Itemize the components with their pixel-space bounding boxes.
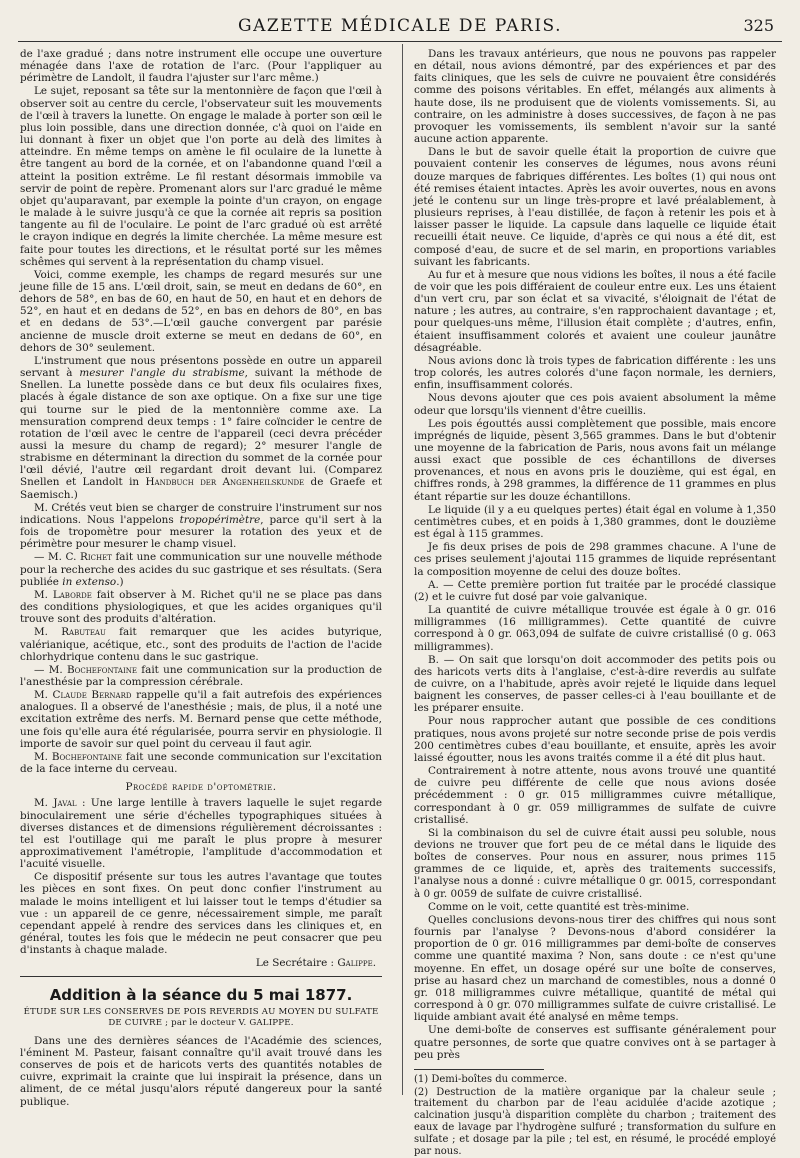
paragraph: Dans une des dernières séances de l'Académie des sciences, l'éminent M. Pasteur, faisant connaître qu'il avait trouvé dans les conserves de pois et de haricots verts des quantités notables de cuivre, exprimait la crainte que lui inspirait la présence, dans un aliment, de ce métal jusqu'alors réputé dangereux pour la santé publique. [20, 1034, 382, 1108]
article-title: ÉTUDE SUR LES CONSERVES DE POIS REVERDIS AU MOYEN DU SULFATE DE CUIVRE ; par le docteur V. GALIPPE. [23, 1006, 379, 1028]
left-column [20, 48, 382, 1109]
text-run: fait remarquer que les acides butyrique, valérianique, acétique, etc., sont des produits de l'action de l'acide chlorhydrique contenu dans le suc gastrique. [20, 626, 382, 663]
paragraph [20, 589, 382, 625]
journal-title: GAZETTE MÉDICALE DE PARIS. [238, 16, 562, 36]
paragraph: Contrairement à notre attente, nous avons trouvé une quantité de cuivre peu différente de celle que nous avions dosée précédemment : 0 gr. 015 milligrammes cuivre métallique, correspondant à 0 gr. 059 milligrammes de sulfate de cuivre cristallisé. [414, 765, 776, 826]
speaker-name: Rabuteau [61, 626, 106, 639]
emphasis: mesurer l'angle du strabisme [79, 367, 245, 380]
text-run: M. [34, 626, 62, 639]
paragraph: Dans le but de savoir quelle était la proportion de cuivre que pouvaient contenir les conserves de légumes, nous avons réuni douze marques de fabriques différentes. Les boîtes (1) qui nous ont été remises étaient intactes. Après les avoir ouvertes, nous en avons jeté le contenu sur un linge très-propre et lavé préalablement, à plusieurs reprises, à l'eau distillée, de façon à retenir les pois et à laisser passer le liquide. La capsule dans laquelle ce liquide était recueilli était neuve. Ce liquide, d'après ce qui nous a été dit, est composé d'eau, de sucre et de sel marin, en proportions variables suivant les fabricants. [414, 146, 776, 268]
paragraph [20, 502, 382, 551]
text-run: fait observer à M. Richet qu'il ne se place pas dans des conditions physiologiques, et que les acides organiques qu'il trouve sont des produits d'altération. [20, 588, 382, 626]
text-run: — M. [34, 663, 67, 676]
paragraph: Quelles conclusions devons-nous tirer des chiffres qui nous sont fournis par l'analyse ? Devons-nous d'abord considérer la proportion de 0 gr. 016 milligrammes par demi-boîte de conserves comme une quantité maxima ? Non, sans doute : ce n'est qu'une moyenne. En effet, un dosage opéré sur une boîte de conserves, prise au hasard chez un marchand de comestibles, nous a donné 0 gr. 018 milligrammes cuivre métallique, quantité de métal qui correspond à 0 gr. 070 milligrammes sulfate de cuivre cristallisé. Le liquide ambiant avait été analysé en même temps. [414, 913, 776, 1024]
paragraph: Si la combinaison du sel de cuivre était aussi peu soluble, nous devions ne trouver que fort peu de ce métal dans le liquide des boîtes de conserves. Pour nous en assurer, nous primes 115 grammes de ce liquide, et, après des traitements successifs, l'analyse nous a donné : cuivre métallique 0 gr. 0015, correspondant à 0 gr. 0059 de sulfate de cuivre cristallisé. [414, 826, 776, 900]
paragraph [20, 626, 382, 662]
speaker-name: Javal [53, 797, 77, 810]
text-run: L'instrument que nous présentons possède en outre un appareil servant à [20, 354, 382, 380]
text-run: M. [34, 689, 53, 702]
speaker-name: Bochefontaine [51, 750, 122, 763]
paragraph: Le sujet, reposant sa tête sur la mentonnière de façon que l'œil à observer soit au centre du cercle, l'observateur suit les mouvements de l'œil à travers la lunette. On engage le malade à porter son œil le plus loin possible, dans une direction donnée, c'à quoi on l'aide en lui donnant à fixer un objet que l'on porte au delà des limites à atteindre. En même temps on amène le fil oculaire de la lunette à être tangent au bord de la cornée, et on l'abandonne quand l'œil a atteint la position extrême. Le fil restant désormais immobile va servir de point de repère. Promenant alors sur l'arc gradué le même objet qu'auparavant, par exemple la pointe d'un crayon, on engage le malade à le suivre jusqu'à ce que la cornée ait repris sa position tangente au fil de l'oculaire. Le point de l'arc gradué où est arrêté le crayon indique en degrés la limite cherchée. La même mesure est faite pour toutes les directions, et le résultat porté sur les mêmes schêmes qui servent à la représentation du champ visuel. [20, 85, 382, 268]
signature-name: Galippe [337, 957, 373, 970]
right-column [414, 48, 776, 1158]
paragraph: Dans les travaux antérieurs, que nous ne pouvons pas rappeler en détail, nous avions démontré, par des expériences et par des faits cliniques, que les sels de cuivre ne pouvaient être considérés comme des poisons véritables. En effet, mélangés aux aliments à haute dose, ils ne produisent que de violents vomissements. Si, au contraire, on les administre à doses successives, de façon à ne pas provoquer les vomissements, ils semblent n'avoir sur la santé aucune action apparente. [414, 48, 776, 146]
page-number: 325 [743, 16, 774, 35]
emphasis: in extenso [62, 575, 117, 588]
page-header [20, 14, 780, 40]
section-rule [20, 976, 382, 977]
paragraph: Ce dispositif présente sur tous les autres l'avantage que toutes les pièces en sont fixes. On peut donc confier l'instrument au malade le moins intelligent et lui laisser tout le temps d'étudier sa vue : un appareil de ce genre, nécessairement simple, me paraît cependant appelé à rendre des services dans les cliniques et, en général, toutes les fois que le médecin ne peut consacrer que peu d'instants à chaque malade. [20, 871, 382, 957]
paragraph: B. — On sait que lorsqu'on doit accommoder des petits pois ou des haricots verts dits à l'anglaise, c'est-à-dire reverdis au sulfate de cuivre, on a l'habitude, après avoir rejeté le liquide dans lequel baignent les conserves, de passer celles-ci à l'eau bouillante et de les préparer ensuite. [414, 653, 776, 715]
paragraph [20, 551, 382, 587]
text-run: fait une communication sur une nouvelle méthode pour la recherche des acides du suc gastrique et ses résultats. (Sera publiée [20, 551, 383, 588]
paragraph [20, 797, 382, 870]
text-run: M. [34, 750, 52, 763]
paragraph: Je fis deux prises de pois de 298 grammes chacune. A l'une de ces prises seulement j'ajoutai 115 grammes de liquide représentant la composition moyenne de celui des douze boîtes. [414, 541, 776, 578]
speaker-name: Richet [80, 551, 112, 564]
text-run: M. Crétés veut bien se charger de construire l'instrument sur nos indications. Nous l'appelons [20, 501, 382, 526]
paragraph: Nous devons ajouter que ces pois avaient absolument la même odeur que lorsqu'ils viennent d'être cueillis. [414, 392, 776, 417]
text-run: de Graefe et Saemisch.) [20, 476, 383, 501]
paragraph [20, 689, 382, 750]
text-run: rappelle qu'il a fait autrefois des expériences analogues. Il a observé de l'anesthésie ; mais, de plus, il a noté une excitation extrême des nerfs. M. Bernard pense que cette méthode, une fois qu'elle aura été régularisée, pourra servir en physiologie. Il importe de savoir sur quel point du cerveau il faut agir. [20, 689, 382, 750]
paragraph [20, 355, 382, 501]
paragraph: A. — Cette première portion fut traitée par le procédé classique (2) et le cuivre fut dosé par voie galvanique. [414, 578, 776, 603]
speaker-name: Claude Bernard [52, 689, 132, 702]
paragraph: La quantité de cuivre métallique trouvée est égale à 0 gr. 016 milligrammes (16 milligrammes). Cette quantité de cuivre correspond à 0 gr. 063,094 de sulfate de cuivre cristallisé (0 g. 063 milligrammes). [414, 604, 776, 653]
emphasis: tropopérimètre [179, 513, 261, 526]
text-run: fait une seconde communication sur l'excitation de la face interne du cerveau. [20, 750, 382, 776]
text-run: : Une large lentille à travers laquelle le sujet regarde binoculairement une série d'échelles typographiques situées à diverses distances et de dimensions régulièrement décroissantes : tel est l'outillage qui me paraît le plus propre à mesurer approximativement l'amétropie, l'amplitude d'accommodation et l'acuité visuelle. [20, 797, 382, 871]
paragraph: Les pois égouttés aussi complètement que possible, mais encore imprégnés de liquide, pèsent 3,565 grammes. Dans le but d'obtenir une moyenne de la fabrication de Paris, nous avons fait un mélange aussi exact que possible de ces échantillons de diverses provenances, et nous en avons pris le douzième, qui est égal, en chiffres ronds, à 298 grammes, la différence de 11 grammes en plus étant répartie sur les douze échantillons. [414, 417, 776, 503]
speaker-name: Bochefontaine [66, 663, 137, 676]
text-run: — M. C. [34, 551, 81, 564]
footnote: (2) Destruction de la matière organique par la chaleur seule ; traitement du charbon par de l'eau acidulée d'acide azotique ; calcination jusqu'à disparition complète du charbon ; traitement des eaux de lavage par l'hydrogène sulfuré ; transformation du sulfure en sulfate ; et dosage par la pile ; tel est, en résumé, le procédé employé par nous. [414, 1086, 776, 1157]
text-run: .) [116, 575, 124, 588]
text-run: , parce qu'il sert à la fois de tropomètre pour mesurer la rotation des yeux et de périmètre pour mesurer le champ visuel. [20, 513, 382, 551]
text-run: M. [34, 797, 54, 810]
header-rule [18, 41, 782, 42]
speaker-name: Laborde [52, 588, 92, 601]
section-heading: Procédé rapide d'optométrie. [125, 781, 277, 794]
footnote-rule [414, 1069, 544, 1070]
footnote: (1) Demi-boîtes du commerce. [414, 1073, 568, 1085]
paragraph: de l'axe gradué ; dans notre instrument elle occupe une ouverture ménagée dans l'axe de rotation de l'arc. (Pour l'appliquer au périmètre de Landolt, il faudra l'ajuster sur l'arc même.) [20, 48, 382, 85]
paragraph [20, 664, 382, 688]
signature-label: Le Secrétaire : [255, 957, 338, 970]
text-run: , suivant la méthode de Snellen. La lunette possède dans ce but deux fils oculaires fixes, placés à égale distance de son axe optique. On a fixe sur une tige qui tourne sur le pied de la mentonnière comme axe. La mensuration comprend deux temps : 1° faire coïncider le centre de rotation de l'œil avec le centre de l'appareil (ceci devra précéder aussi la mesure du champ de regard); 2° mesurer l'angle de strabisme en déterminant la direction du sommet de la cornée pour l'œil dévié, l'autre œil regardant droit devant lui. (Comparez Snellen et Landolt in [20, 367, 383, 489]
text-run: fait une communication sur la production de l'anesthésie par la compression cérébrale. [20, 663, 382, 688]
paragraph: Le liquide (il y a eu quelques pertes) était égal en volume à 1,350 centimètres cubes, et en poids à 1,380 grammes, dont le douzième est égal à 115 grammes. [414, 503, 776, 541]
column-divider [402, 44, 403, 1095]
paragraph: Nous avions donc là trois types de fabrication différente : les uns trop colorés, les autres colorés d'une façon normale, les derniers, enfin, insuffisamment colorés. [414, 354, 776, 392]
paragraph: Pour nous rapprocher autant que possible de ces conditions pratiques, nous avons projeté sur notre seconde prise de pois verdis 200 centimètres cubes d'eau bouillante, et ensuite, après les avoir laissé égoutter, nous les avons traités comme il a été dit plus haut. [414, 715, 776, 764]
addition-heading: Addition à la séance du 5 mai 1877. [49, 985, 353, 1004]
book-title: Handbuch der Angenheilskunde [145, 476, 305, 489]
paragraph: Une demi-boîte de conserves est suffisante généralement pour quatre personnes, de sorte que quatre convives ont à se partager à peu près [414, 1024, 776, 1061]
paragraph: Voici, comme exemple, les champs de regard mesurés sur une jeune fille de 15 ans. L'œil droit, sain, se meut en dedans de 60°, en dehors de 58°, en bas de 60, en haut de 50, en haut et en dehors de 52°, en haut et en dedans de 52°, en bas en dehors de 80°, en bas et en dedans de 53°.—L'œil gauche convergent par parésie ancienne de muscle droit externe se meut en dedans de 60°, en dehors de 30° seulement. [20, 268, 382, 354]
paragraph: Comme on le voit, cette quantité est très-minime. [428, 900, 690, 913]
paragraph: Au fur et à mesure que nous vidions les boîtes, il nous a été facile de voir que les pois différaient de couleur entre eux. Les uns étaient d'un vert cru, par son éclat et sa vivacité, s'éloignait de l'état de nature ; les autres, au contraire, s'en rapprochaient davantage ; et, pour quelques-uns même, l'illusion était complète ; d'autres, enfin, étaient insuffisamment colorés et avaient une couleur jaunâtre désagréable. [414, 268, 776, 354]
text-run: M. [34, 588, 53, 601]
signature: Le Secrétaire : Galippe. [255, 957, 376, 970]
paragraph [20, 751, 382, 775]
